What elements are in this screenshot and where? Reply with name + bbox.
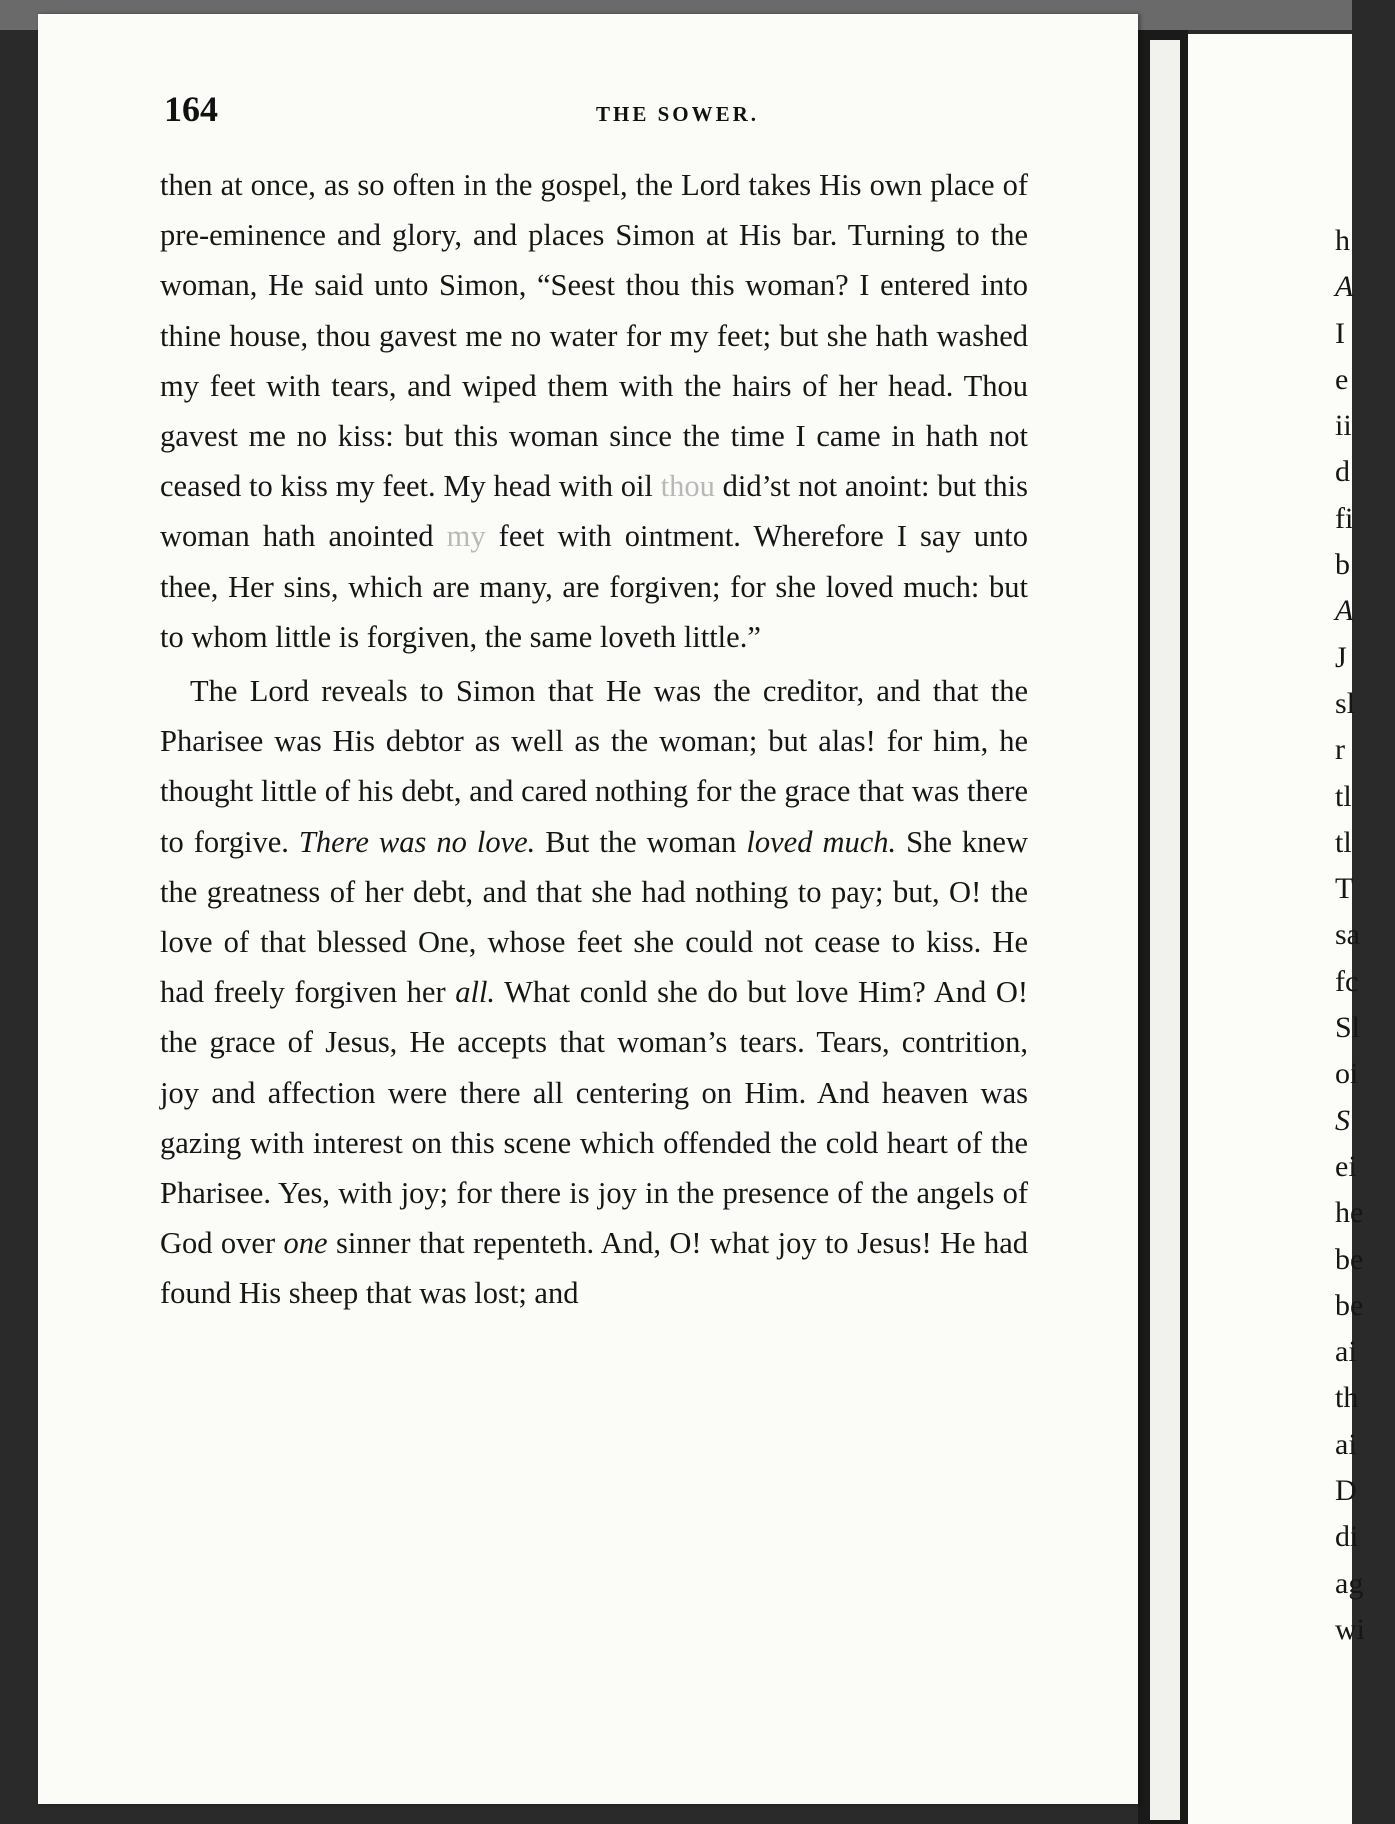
fragment-line: th	[1335, 1381, 1359, 1415]
fragment-line: tl	[1335, 779, 1352, 813]
fragment-line: h	[1335, 224, 1350, 257]
facing-page-fragments	[1335, 218, 1395, 1653]
fragment-line: e	[1335, 362, 1349, 396]
fragment-line: fc	[1335, 964, 1359, 998]
text-segment: did’st not anoint: but this woman hath anointed	[160, 469, 1029, 554]
fragment-line: tl	[1335, 825, 1352, 859]
faded-text: my	[446, 519, 486, 554]
running-head: THE SOWER.	[596, 102, 760, 126]
paragraph-2	[160, 666, 1028, 1319]
fragment-line: ei	[1335, 1149, 1357, 1183]
fragment-line: Sl	[1335, 1011, 1361, 1045]
gutter-shadow	[1150, 40, 1180, 1820]
page-header	[128, 88, 1028, 138]
fragment-line: D	[1335, 1474, 1357, 1508]
fragment-line: ii	[1335, 409, 1352, 443]
text-segment: feet with ointment. Wherefore I say unto thee, Her sins, which are many, are forgiven; for she loved much: but to whom little is forgiven, the same loveth little.”	[160, 519, 1029, 654]
fragment-line: be	[1335, 1288, 1364, 1322]
fragment-line: d	[1335, 455, 1350, 489]
fragment-line: oi	[1335, 1057, 1359, 1091]
fragment-line: A	[1335, 594, 1354, 628]
fragment-line: sa	[1335, 918, 1360, 952]
fragment-line: I	[1335, 316, 1345, 350]
fragment-line: di	[1335, 1520, 1359, 1554]
paragraph-1	[160, 160, 1028, 662]
italic-text: There was no love.	[298, 824, 536, 859]
fragment-line: J	[1335, 640, 1347, 674]
page-number: 164	[164, 89, 218, 129]
right-page	[1188, 34, 1352, 1824]
text-segment: sinner that repenteth. And, O! what joy to Jesus! He had found His sheep that was lost; and	[160, 1226, 1029, 1311]
fragment-line: S	[1335, 1103, 1350, 1137]
fragment-line: A	[1335, 270, 1354, 304]
fragment-line: he	[1335, 1196, 1364, 1230]
fragment-line: ai	[1335, 1335, 1357, 1369]
italic-text: loved much.	[746, 824, 897, 859]
text-segment: What conld she do but love Him? And O! the grace of Jesus, He accepts that woman’s tears. Tears, contrition, joy and affection were there all centering on Him. And heaven was gazing with interest on this scene which offended the cold heart of the Pharisee. Yes, with joy; for there is joy in the presence of the angels of God over	[160, 975, 1029, 1261]
text-segment: She knew the greatness of her debt, and that she had nothing to pay; but, O! the love of that blessed One, whose feet she could not cease to kiss. He had freely forgiven her	[160, 824, 1028, 1010]
body-text	[160, 160, 1028, 1319]
text-segment: The Lord reveals to Simon that He was the creditor, and that the Pharisee was His debtor as well as the woman; but alas! for him, he thought little of his debt, and cared nothing for the grace that was there to forgive.	[160, 674, 1028, 859]
fragment-line: fi	[1335, 501, 1354, 535]
text-segment: then at once, as so often in the gospel, the Lord takes His own place of pre-eminence and glory, and places Simon at His bar. Turning to the woman, He said unto Simon, “Seest thou this woman? I entered into thine house, thou gavest me no water for my feet; but she hath washed my feet with tears, and wiped them with the hairs of her head. Thou gavest me no kiss: but this woman since the time I came in hath not ceased to kiss my feet. My head with oil	[160, 168, 1028, 504]
fragment-line: r	[1335, 733, 1345, 767]
italic-text: one	[283, 1226, 328, 1261]
fragment-line: be	[1335, 1242, 1364, 1276]
fragment-line: wi	[1335, 1612, 1365, 1646]
faded-text: thou	[660, 469, 715, 504]
fragment-line: ag	[1335, 1566, 1364, 1600]
fragment-line: sl	[1335, 686, 1356, 720]
text-segment: But the woman	[545, 824, 737, 859]
fragment-line: T	[1335, 872, 1354, 906]
fragment-line: ai	[1335, 1427, 1357, 1461]
italic-text: all.	[455, 975, 496, 1010]
fragment-line: b	[1335, 548, 1350, 582]
